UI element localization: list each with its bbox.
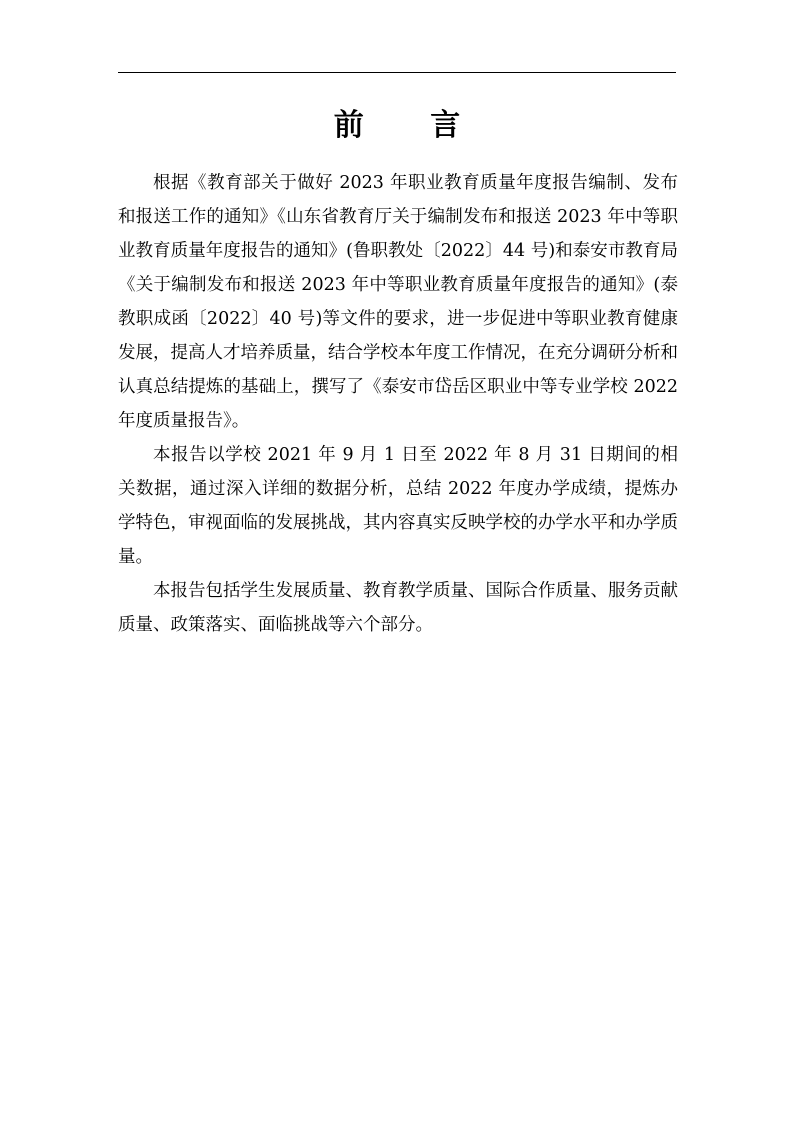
header-rule xyxy=(118,72,676,73)
paragraph-basis: 根据《教育部关于做好 2023 年职业教育质量年度报告编制、发布和报送工作的通知》《山东省教育厅关于编制发布和报送 2023 年中等职业教育质量年度报告的通知》(鲁职教处〔2022〕44 号)和泰安市教育局《关于编制发布和报送 2023 年中等职业教育质量年度报告的通知》(泰教职成函〔2022〕40 号)等文件的要求，进一步促进中等职业教育健康发展，提高人才培养质量，结合学校本年度工作情况，在充分调研分析和认真总结提炼的基础上，撰写了《泰安市岱岳区职业中等专业学校 2022 年度质量报告》。 xyxy=(118,173,678,431)
paragraph-scope: 本报告以学校 2021 年 9 月 1 日至 2022 年 8 月 31 日期间的相关数据，通过深入详细的数据分析，总结 2022 年度办学成绩，提炼办学特色，审视面临的发展挑战，其内容真实反映学校的办学水平和办学质量。 xyxy=(118,445,678,567)
preface-body xyxy=(118,166,678,642)
paragraph-contents: 本报告包括学生发展质量、教育教学质量、国际合作质量、服务贡献质量、政策落实、面临挑战等六个部分。 xyxy=(118,581,678,635)
page-title: 前 言 xyxy=(333,108,489,143)
